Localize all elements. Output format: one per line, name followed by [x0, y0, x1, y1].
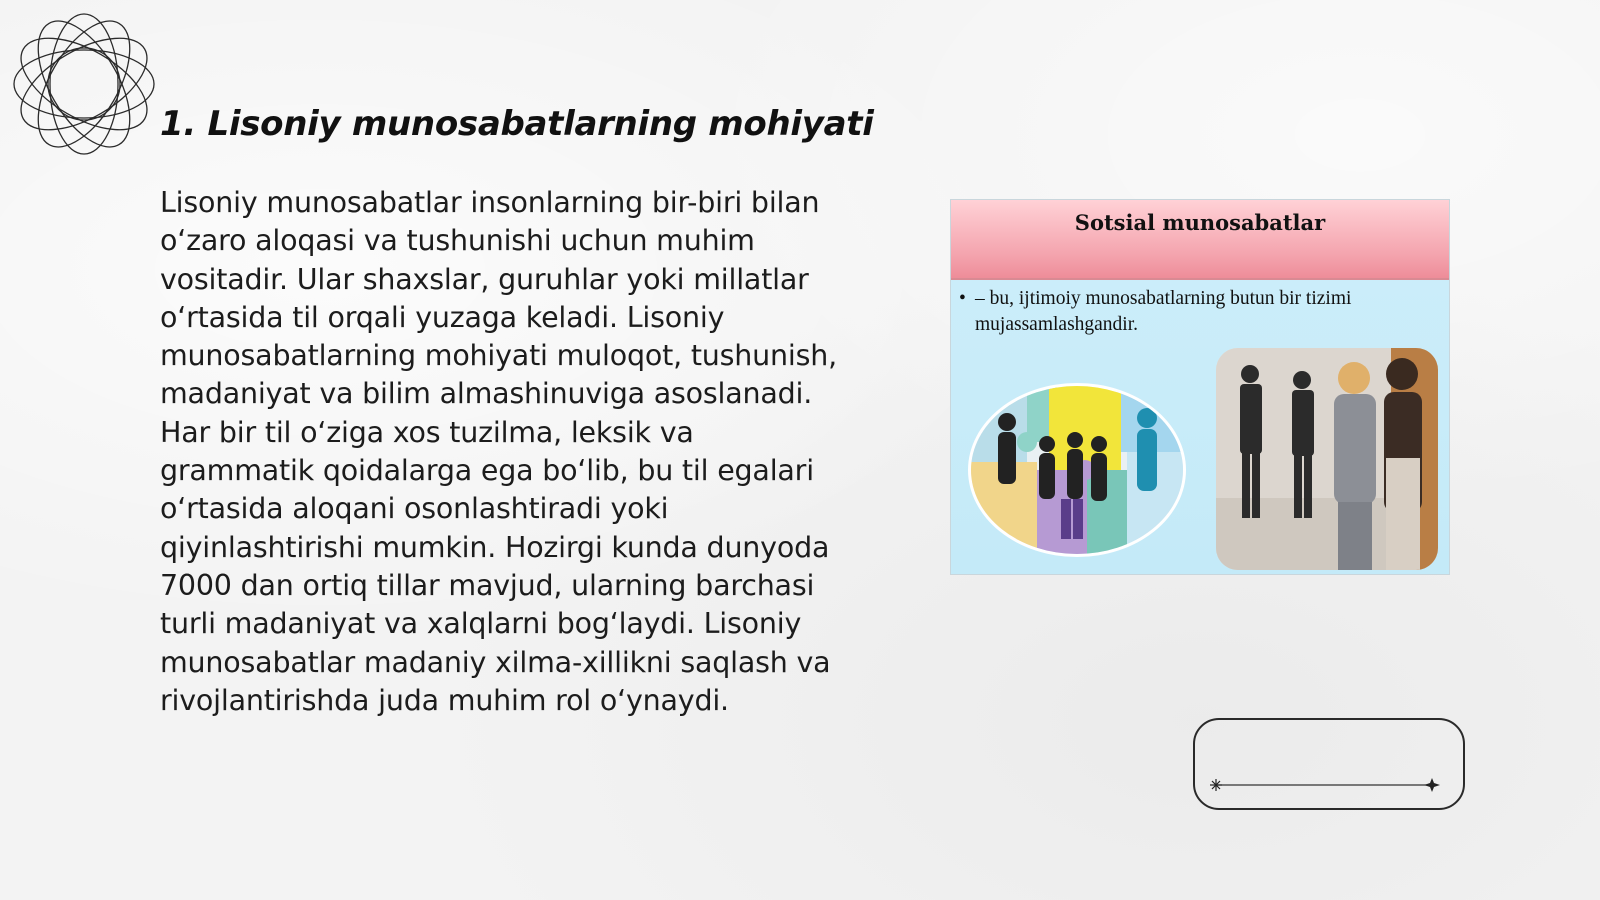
- decorative-line: [1208, 778, 1448, 792]
- picture-header: [951, 200, 1449, 280]
- social-relations-picture: [950, 199, 1450, 575]
- bullet-mark: •: [959, 288, 966, 309]
- circle-ornament-icon: [10, 10, 158, 158]
- slide-body-text: Lisoniy munosabatlar insonlarning bir-biri bilan o‘zaro aloqasi va tushunishi uchun muhim vositadir. Ular shaxslar, guruhlar yoki millatlar o‘rtasida til orqali yuzaga keladi. Lisoniy munosabatlarning mohiyati muloqot, tushunish, madaniyat va bilim almashinuviga asoslanadi. Har bir til o‘ziga xos tuzilma, leksik va grammatik qoidalarga ega bo‘lib, bu til egalari o‘rtasida aloqani osonlashtiradi yoki qiyinlashtirishi mumkin. Hozirgi kunda dunyoda 7000 dan ortiq tillar mavjud, ularning barchasi turli madaniyat va xalqlarni bog‘laydi. Lisoniy munosabatlar madaniy xilma-xillikni saqlash va rivojlantirishda juda muhim rol o‘ynaydi.: [160, 186, 837, 717]
- sparkle-icon: [1210, 779, 1222, 791]
- picture-title: Sotsial munosabatlar: [1074, 210, 1326, 235]
- slide-title: 1. Lisoniy munosabatlarning mohiyati: [160, 104, 874, 144]
- star-icon: [1424, 778, 1440, 792]
- puzzle-people-image: [967, 382, 1187, 558]
- picture-bullet-text: – bu, ijtimoiy munosabatlarning butun bir tizimi mujassamlashgandir.: [975, 288, 1352, 335]
- caption-frame: [1193, 718, 1465, 810]
- picture-bullet: [959, 286, 1429, 338]
- business-people-photo: [1216, 348, 1438, 570]
